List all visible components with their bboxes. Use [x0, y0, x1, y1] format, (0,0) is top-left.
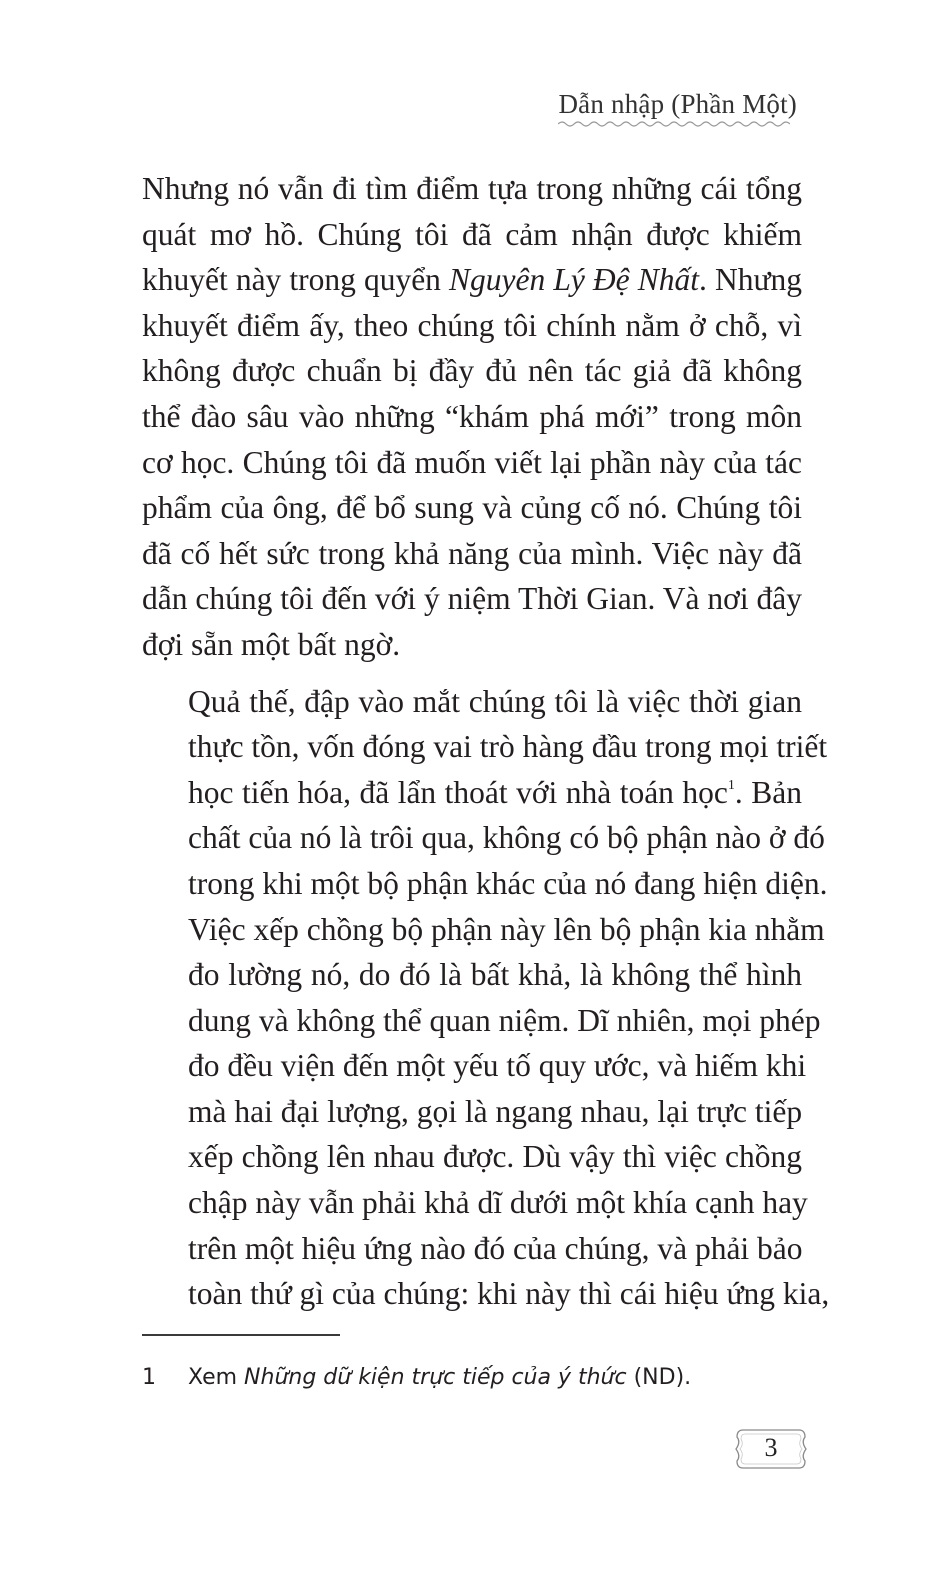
- text-line: [142, 1089, 802, 1135]
- text-segment: học tiến hóa, đã lẩn thoát với nhà toán học: [188, 774, 728, 810]
- text-segment: đo lường nó, do đó là bất khả, là không thể hình: [188, 957, 802, 993]
- text-segment: xếp chồng lên nhau được. Dù vậy thì việc chồng: [188, 1139, 802, 1175]
- text-line: [142, 212, 802, 258]
- page-number-badge: [733, 1424, 809, 1474]
- text-segment: đo đều viện đến một yếu tố quy ước, và hiếm khi: [188, 1048, 807, 1084]
- footnote-number: 1: [142, 1365, 156, 1390]
- page-number: 3: [764, 1433, 778, 1462]
- text-segment: . Nhưng: [698, 262, 803, 298]
- text-segment: thể đào sâu vào những “khám phá mới” trong môn: [142, 398, 802, 434]
- text-line: [142, 861, 828, 907]
- running-head-wavy-underline: [558, 120, 790, 128]
- text-line: [142, 952, 802, 998]
- text-line: [142, 531, 802, 577]
- text-segment: . Bản: [734, 774, 802, 810]
- text-segment: phẩm của ông, để bổ sung và củng cố nó. Chúng tôi: [142, 490, 802, 526]
- footnote-title: Những dữ kiện trực tiếp của ý thức: [244, 1365, 627, 1390]
- running-head: [558, 84, 797, 124]
- text-segment: Quả thế, đập vào mắt chúng tôi là việc thời gian: [188, 683, 802, 719]
- text-segment: khuyết điểm ấy, theo chúng tôi chính nằm ở chỗ, vì: [142, 307, 802, 343]
- text-line: [142, 622, 802, 668]
- footnote-separator: [142, 1334, 340, 1336]
- text-segment: quát mơ hồ. Chúng tôi đã cảm nhận được khiếm: [142, 216, 802, 252]
- text-line: [142, 485, 802, 531]
- text-line: [142, 576, 802, 622]
- footnote-prefix: Xem: [188, 1365, 245, 1390]
- paragraph: [142, 166, 802, 668]
- text-segment: Nhưng nó vẫn đi tìm điểm tựa trong những cái tổng: [142, 171, 802, 206]
- footnote-reference: 1: [727, 777, 735, 793]
- text-segment: đã cố hết sức trong khả năng của mình. Việc này đã: [142, 535, 802, 571]
- text-line: [142, 166, 802, 212]
- text-line: [142, 679, 802, 725]
- text-segment: dung và không thể quan niệm. Dĩ nhiên, mọi phép: [188, 1002, 821, 1038]
- text-line: [142, 815, 825, 861]
- footnote: [142, 1362, 691, 1394]
- text-segment: đợi sẵn một bất ngờ.: [142, 626, 401, 662]
- text-line: [142, 303, 802, 349]
- paragraph: [142, 679, 830, 1317]
- text-segment: Việc xếp chồng bộ phận này lên bộ phận kia nhằm: [188, 911, 825, 947]
- running-head-title: Dẫn nhập (Phần Một): [558, 89, 797, 119]
- text-segment: cơ học. Chúng tôi đã muốn viết lại phần này của tác: [142, 444, 802, 480]
- text-line: [142, 770, 802, 816]
- text-segment: toàn thứ gì của chúng: khi này thì cái hiệu ứng kia,: [188, 1276, 830, 1312]
- text-line: [142, 257, 802, 303]
- text-line: [142, 348, 802, 394]
- text-segment: khuyết này trong quyển: [142, 262, 450, 298]
- text-segment: trên một hiệu ứng nào đó của chúng, và phải bảo: [188, 1230, 803, 1266]
- text-segment: mà hai đại lượng, gọi là ngang nhau, lại trực tiếp: [188, 1093, 803, 1129]
- text-segment: dẫn chúng tôi đến với ý niệm Thời Gian. Và nơi đây: [142, 581, 802, 617]
- text-line: [142, 440, 802, 486]
- book-title: Nguyên Lý Đệ Nhất: [449, 262, 699, 298]
- text-line: [142, 998, 821, 1044]
- text-segment: chập này vẫn phải khả dĩ dưới một khía cạnh hay: [188, 1185, 808, 1221]
- text-segment: trong khi một bộ phận khác của nó đang hiện diện.: [188, 865, 828, 901]
- text-line: [142, 1043, 807, 1089]
- text-line: [142, 394, 802, 440]
- text-segment: chất của nó là trôi qua, không có bộ phận nào ở đó: [188, 820, 825, 856]
- footnote-suffix: (ND).: [626, 1365, 692, 1390]
- text-line: [142, 724, 828, 770]
- text-segment: không được chuẩn bị đầy đủ nên tác giả đã không: [142, 353, 802, 389]
- body-text: [142, 166, 830, 1317]
- text-line: [142, 1134, 802, 1180]
- text-line: [142, 1226, 802, 1272]
- text-line: [142, 1180, 808, 1226]
- text-line: [142, 1271, 830, 1317]
- text-segment: thực tồn, vốn đóng vai trò hàng đầu trong mọi triết: [188, 729, 828, 765]
- text-line: [142, 907, 825, 953]
